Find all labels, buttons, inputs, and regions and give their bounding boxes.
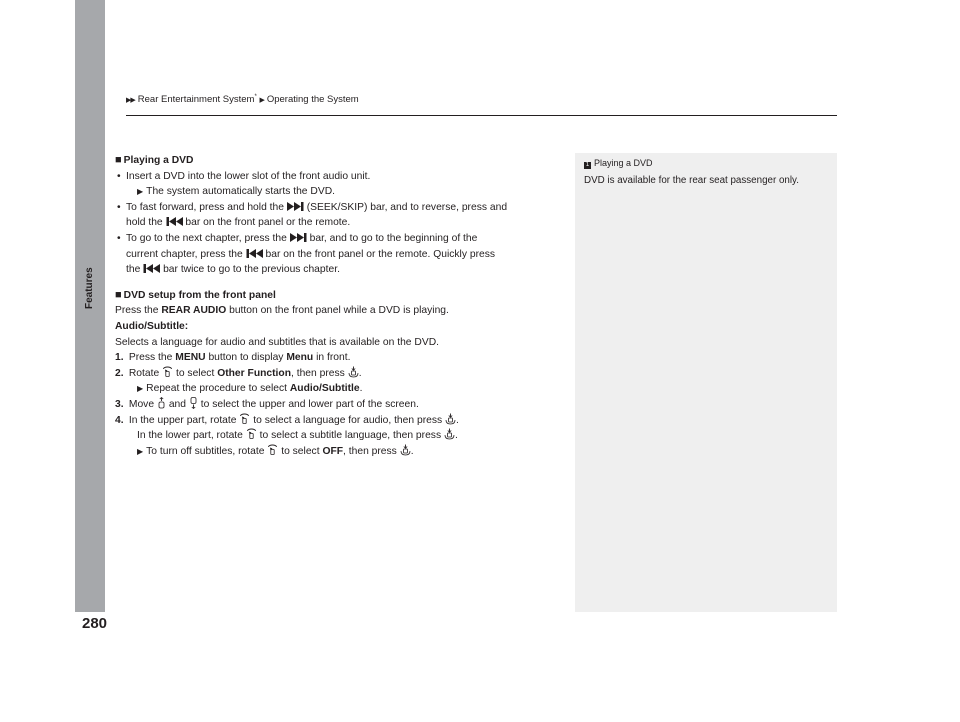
off-label: OFF xyxy=(322,445,344,457)
text-span: the xyxy=(126,264,141,276)
step-4-line2 xyxy=(115,428,567,444)
interface-dial-rotate-icon xyxy=(239,413,250,425)
seek-skip-forward-icon xyxy=(290,233,307,242)
sub-note-text: The system automatically starts the DVD. xyxy=(146,186,335,198)
text-span: and xyxy=(168,398,186,410)
text-span: to select a subtitle language, then press xyxy=(259,430,442,442)
arrow-icon: ▶ xyxy=(137,446,144,456)
bullet-fast-forward xyxy=(115,200,567,216)
bullet-dot-icon: • xyxy=(117,201,121,213)
text-span: to select the upper and lower part of the screen. xyxy=(200,398,419,410)
menu-button-label: MENU xyxy=(175,352,206,364)
breadcrumb-arrow-icon: ▶▶ xyxy=(126,97,135,105)
rear-audio-label: REAR AUDIO xyxy=(161,305,227,317)
sub-note xyxy=(115,184,567,200)
heading-playing-dvd xyxy=(115,153,567,169)
text-span: In the upper part, rotate xyxy=(128,414,237,426)
text-span: , then press xyxy=(343,445,397,457)
text-span: to select a language for audio, then press xyxy=(253,414,443,426)
text-span: bar on the front panel or the remote. xyxy=(185,217,351,229)
interface-dial-press-icon xyxy=(445,413,456,425)
text-span: current chapter, press the xyxy=(126,248,243,260)
step-2 xyxy=(115,366,567,382)
bullet-text: Insert a DVD into the lower slot of the front audio unit. xyxy=(126,170,371,182)
breadcrumb-part1: Rear Entertainment System xyxy=(137,94,255,106)
interface-dial-rotate-icon xyxy=(267,444,278,456)
text-span: . xyxy=(358,367,362,379)
bullet-fast-forward-cont xyxy=(115,215,567,231)
text-span: (SEEK/SKIP) bar, and to reverse, press and xyxy=(306,201,508,213)
menu-label: Menu xyxy=(286,352,314,364)
text-span: to select xyxy=(281,445,320,457)
text-span: bar, and to go to the beginning of the xyxy=(309,232,478,244)
breadcrumb xyxy=(126,94,359,105)
paragraph-selects: Selects a language for audio and subtitles that is available on the DVD. xyxy=(115,336,439,348)
text-span: hold the xyxy=(126,217,163,229)
interface-dial-rotate-icon xyxy=(162,366,173,378)
sidebar-title-text: Playing a DVD xyxy=(594,158,653,168)
text-span: . xyxy=(359,383,363,395)
text-span: bar twice to go to the previous chapter. xyxy=(163,264,340,276)
text-span: Press the xyxy=(128,352,173,364)
text-span: . xyxy=(454,430,458,442)
text-span: . xyxy=(410,445,414,457)
square-bullet-icon: ■ xyxy=(115,154,122,166)
step-2-sub xyxy=(115,381,567,397)
interface-dial-press-icon xyxy=(400,444,411,456)
breadcrumb-asterisk: * xyxy=(254,94,257,100)
interface-dial-rotate-icon xyxy=(246,428,257,440)
bullet-chapter-cont2 xyxy=(115,262,567,278)
sidebar-note-text: DVD is available for the rear seat passenger only. xyxy=(584,175,799,186)
sidebar-note-title xyxy=(584,158,653,169)
spacer xyxy=(115,278,567,288)
text-span: bar on the front panel or the remote. Quickly press xyxy=(265,248,496,260)
heading-dvd-setup xyxy=(115,288,567,304)
text-span: To turn off subtitles, rotate xyxy=(146,445,265,457)
step-1 xyxy=(115,350,567,366)
text-span: In the lower part, rotate xyxy=(137,430,243,442)
section-tab-label: Features xyxy=(84,267,95,309)
main-content xyxy=(115,153,567,459)
text-span: Rotate xyxy=(128,367,160,379)
interface-dial-move-down-icon xyxy=(189,397,198,409)
seek-skip-forward-icon xyxy=(287,202,304,211)
heading-text: DVD setup from the front panel xyxy=(123,289,276,301)
breadcrumb-arrow-icon: ▶ xyxy=(259,97,264,105)
arrow-icon: ▶ xyxy=(137,187,144,197)
text-span: button to display xyxy=(208,352,284,364)
page-number: 280 xyxy=(82,615,108,632)
text-span: Move xyxy=(128,398,155,410)
bullet-chapter-cont xyxy=(115,247,567,263)
sub-heading-audio-subtitle: Audio/Subtitle: xyxy=(115,320,189,332)
text-span: . xyxy=(456,414,459,426)
other-function-label: Other Function xyxy=(217,367,291,379)
header-rule xyxy=(126,115,837,116)
text-span: in front. xyxy=(316,352,351,364)
step-number: 1. xyxy=(115,352,124,364)
heading-text: Playing a DVD xyxy=(123,155,194,166)
bullet-chapter xyxy=(115,231,567,247)
audio-subtitle-label: Audio/Subtitle xyxy=(289,383,360,395)
bullet-insert xyxy=(115,169,567,185)
text-span: To fast forward, press and hold the xyxy=(126,201,284,213)
step-4-sub xyxy=(115,444,567,460)
text-span: button on the front panel while a DVD is playing. xyxy=(229,305,449,317)
breadcrumb-part2: Operating the System xyxy=(266,94,359,106)
seek-skip-back-icon xyxy=(143,264,160,273)
paragraph-press xyxy=(115,303,567,319)
text-span: to select xyxy=(175,367,215,379)
step-3 xyxy=(115,397,567,413)
step-number: 4. xyxy=(115,414,124,426)
step-number: 3. xyxy=(115,398,124,410)
interface-dial-move-up-icon xyxy=(157,397,166,409)
text-span: Press the xyxy=(115,305,159,317)
square-bullet-icon: ■ xyxy=(115,288,122,301)
bullet-dot-icon: • xyxy=(117,170,121,182)
seek-skip-back-icon xyxy=(246,249,263,258)
step-4 xyxy=(115,413,567,429)
bullet-dot-icon: • xyxy=(117,232,121,244)
text-span: Repeat the procedure to select xyxy=(146,383,287,395)
sidebar-note-panel xyxy=(575,153,837,612)
seek-skip-back-icon xyxy=(166,217,183,226)
interface-dial-press-icon xyxy=(348,366,359,378)
interface-dial-press-icon xyxy=(444,428,455,440)
arrow-icon: ▶ xyxy=(137,384,144,394)
text-span: To go to the next chapter, press the xyxy=(126,232,287,244)
note-marker-icon: 1 xyxy=(585,162,590,168)
step-number: 2. xyxy=(115,367,124,379)
text-span: , then press xyxy=(291,367,345,379)
